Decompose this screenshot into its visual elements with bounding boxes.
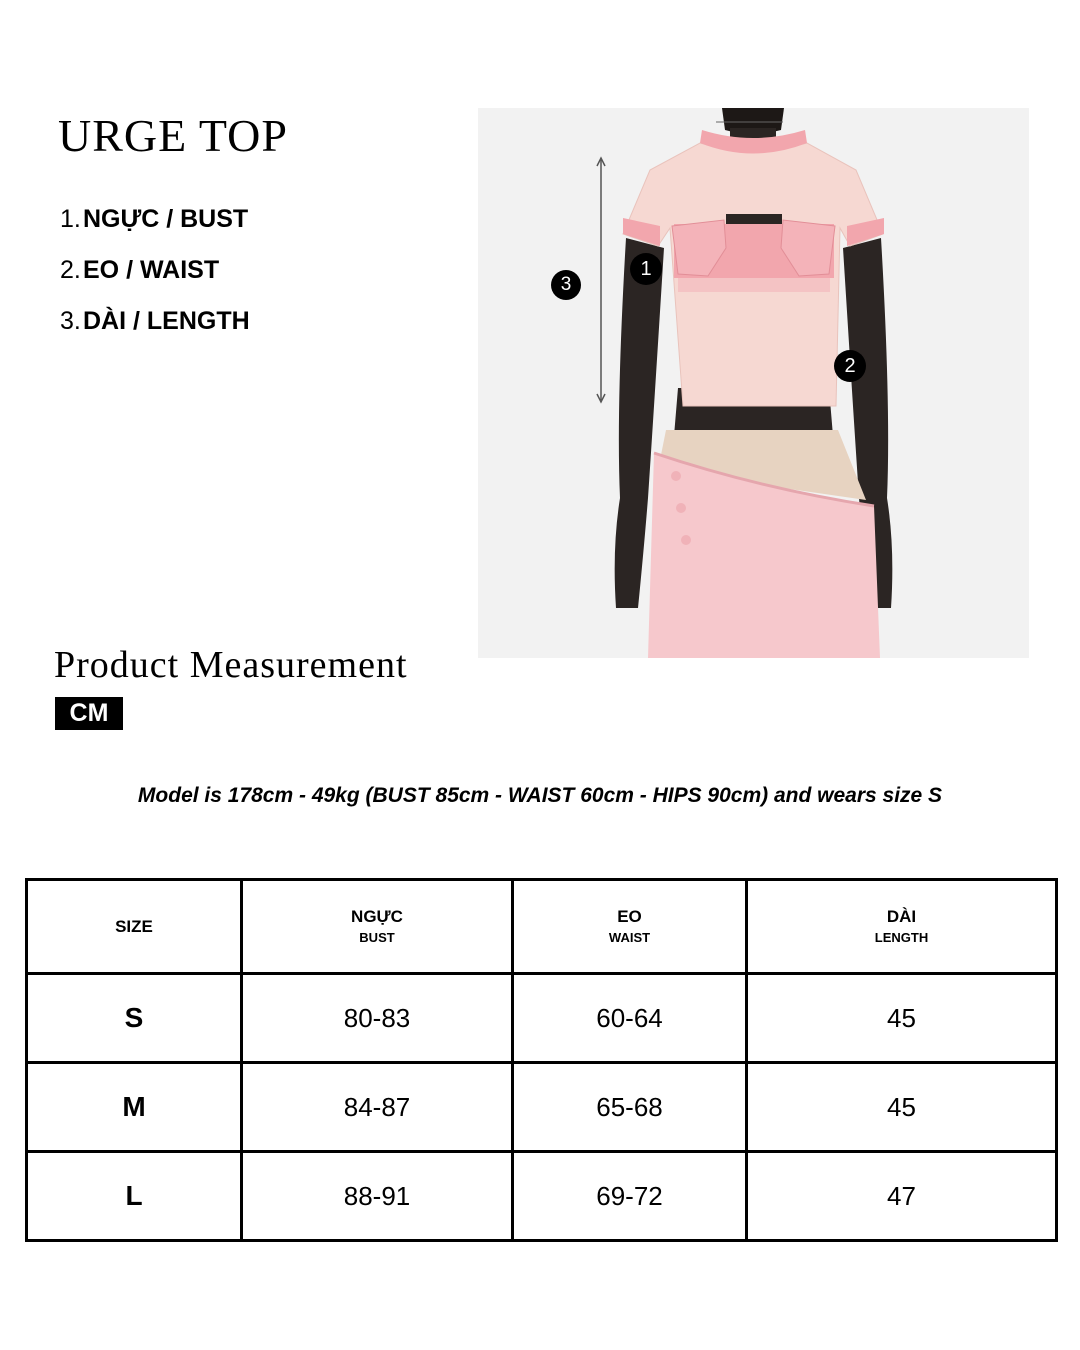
cell-size: L <box>27 1152 242 1241</box>
measurement-label: NGỰC / BUST <box>83 205 249 233</box>
header-bust <box>242 880 513 974</box>
header-main: SIZE <box>115 916 153 936</box>
marker-1: 1 <box>630 253 662 285</box>
section-title: Product Measurement <box>54 644 408 686</box>
header-sub: WAIST <box>608 929 651 945</box>
header-sub: BUST <box>359 929 395 945</box>
model-illustration <box>478 108 1029 658</box>
marker-2: 2 <box>834 350 866 382</box>
marker-3: 3 <box>551 270 581 300</box>
cell-size: M <box>27 1063 242 1152</box>
product-title: URGE TOP <box>58 110 288 161</box>
table-header-row <box>27 880 1057 974</box>
cell-bust: 84-87 <box>242 1063 513 1152</box>
measurement-item <box>60 302 250 353</box>
model-note: Model is 178cm - 49kg (BUST 85cm - WAIST 60cm - HIPS 90cm) and wears size S <box>137 784 943 807</box>
header-waist <box>513 880 747 974</box>
cell-waist: 69-72 <box>513 1152 747 1241</box>
cell-bust: 88-91 <box>242 1152 513 1241</box>
measurement-label: DÀI / LENGTH <box>83 307 250 335</box>
cell-waist: 60-64 <box>513 974 747 1063</box>
size-chart-table <box>25 878 1058 1242</box>
measurement-number: 1. <box>60 205 81 233</box>
table-row <box>27 1063 1057 1152</box>
header-main: NGỰC <box>351 906 403 926</box>
measurement-item <box>60 200 250 251</box>
measurement-number: 3. <box>60 307 81 335</box>
product-photo <box>478 108 1029 658</box>
header-sub: LENGTH <box>874 929 929 945</box>
table-row <box>27 1152 1057 1241</box>
cell-length: 47 <box>747 1152 1057 1241</box>
header-main: EO <box>617 906 642 926</box>
cell-size: S <box>27 974 242 1063</box>
unit-badge: CM <box>55 697 123 730</box>
cell-length: 45 <box>747 1063 1057 1152</box>
measurement-label: EO / WAIST <box>83 256 220 284</box>
measurement-number: 2. <box>60 256 81 284</box>
measurement-list <box>60 200 250 353</box>
cell-bust: 80-83 <box>242 974 513 1063</box>
cell-waist: 65-68 <box>513 1063 747 1152</box>
table-row <box>27 974 1057 1063</box>
cell-length: 45 <box>747 974 1057 1063</box>
header-length <box>747 880 1057 974</box>
measurement-item <box>60 251 250 302</box>
header-main: DÀI <box>886 906 917 926</box>
header-size <box>27 880 242 974</box>
